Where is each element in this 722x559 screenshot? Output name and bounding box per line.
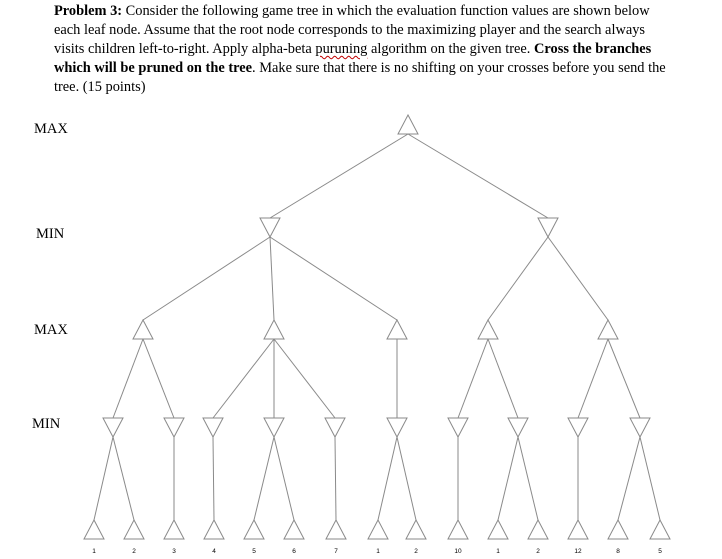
leaf-node [244,520,264,539]
tree-branch [458,339,488,418]
leaf-value-label: 2 [132,548,136,555]
max-node [478,320,498,339]
max-node [387,320,407,339]
tree-branch [335,437,336,520]
tree-branch [518,437,538,520]
min-node [387,418,407,437]
min-node [325,418,345,437]
tree-branch [143,237,270,320]
level-label-max-1: MAX [34,121,68,137]
leaf-value-label: 5 [252,548,256,555]
leaf-value-label: 12 [574,548,582,555]
min-node [508,418,528,437]
tree-branch [548,237,608,320]
leaf-value-label: 2 [536,548,540,555]
tree-branch [488,237,548,320]
leaf-node [488,520,508,539]
leaf-node [650,520,670,539]
min-node [568,418,588,437]
tree-branch [274,437,294,520]
leaf-node [84,520,104,539]
leaf-node [124,520,144,539]
min-node [448,418,468,437]
max-node [133,320,153,339]
leaf-node [406,520,426,539]
leaf-value-label: 4 [212,548,216,555]
problem-heading: Problem 3: [54,3,123,19]
leaf-value-label: 6 [292,548,296,555]
tree-branch [143,339,174,418]
max-node [598,320,618,339]
leaf-value-label: 8 [616,548,620,555]
min-node [103,418,123,437]
level-label-min-2: MIN [32,416,61,432]
min-node [203,418,223,437]
tree-branch [608,339,640,418]
problem-text-3: . Make sure that there is no shifting on your crosses before you send the tree. (15 points) [54,60,666,95]
tree-branch [618,437,640,520]
tree-branch [270,237,397,320]
max-node [264,320,284,339]
tree-branch [254,437,274,520]
tree-branch [378,437,397,520]
tree-branch [488,339,518,418]
min-node [264,418,284,437]
tree-branch [113,437,134,520]
tree-branch [408,134,548,218]
tree-branch [498,437,518,520]
tree-branch [578,339,608,418]
tree-branch [640,437,660,520]
leaf-node [608,520,628,539]
leaf-value-label: 1 [496,548,500,555]
problem-text-2: algorithm on the given tree. [367,41,534,57]
leaf-node [528,520,548,539]
min-node [260,218,280,237]
min-node [630,418,650,437]
problem-text-1: Consider the following game tree in which the evaluation function values are shown below each leaf node. Assume that the root node corresponds to the maximizing player and the search always visits children left-to-right. Apply alpha-beta [54,3,650,57]
level-label-max-2: MAX [34,322,68,338]
tree-branch [213,339,274,418]
leaf-value-label: 1 [376,548,380,555]
min-node [538,218,558,237]
leaf-value-label: 3 [172,548,176,555]
leaf-node [204,520,224,539]
leaf-node [568,520,588,539]
leaf-node [368,520,388,539]
min-node [164,418,184,437]
leaf-value-label: 1 [92,548,96,555]
leaf-node [326,520,346,539]
leaf-value-label: 10 [454,548,462,555]
leaf-node [284,520,304,539]
problem-bold-instruction: Cross the branches which will be pruned on the tree [54,41,652,76]
tree-branch [213,437,214,520]
misspelled-word: puruning [315,41,368,57]
tree-branch [397,437,416,520]
leaf-node [448,520,468,539]
leaf-value-label: 7 [334,548,338,555]
tree-branch [270,237,274,320]
leaf-node [164,520,184,539]
tree-branch [113,339,143,418]
leaf-value-label: 5 [658,548,662,555]
tree-branch [94,437,113,520]
tree-branch [270,134,408,218]
leaf-value-label: 2 [414,548,418,555]
level-label-min-1: MIN [36,226,65,242]
tree-branch [274,339,335,418]
root-max-node [398,115,418,134]
